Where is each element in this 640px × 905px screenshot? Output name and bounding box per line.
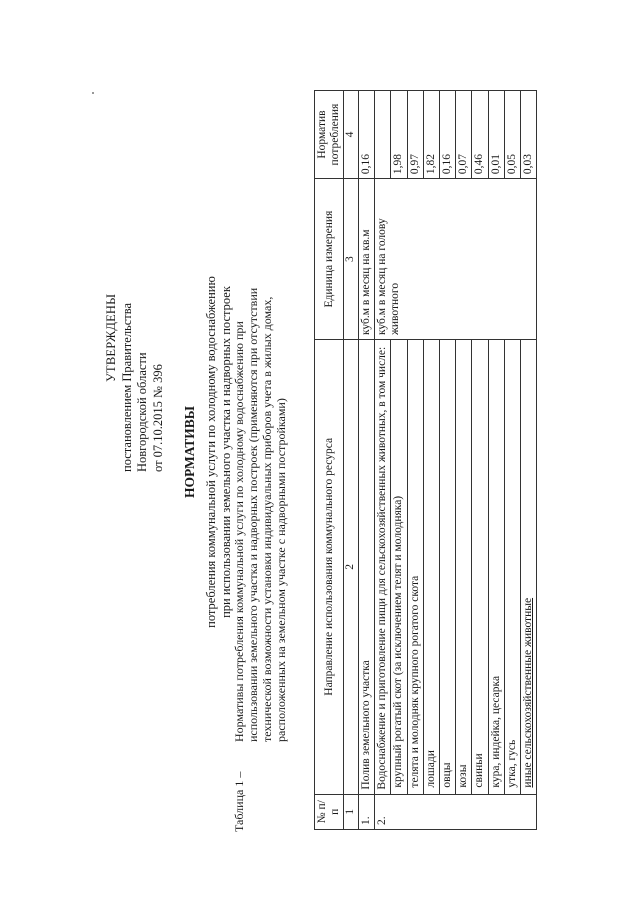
table-row [375, 91, 391, 830]
approval-line-1: постановлением Правительства [119, 302, 134, 472]
subrow-norm: 0,07 [456, 91, 472, 179]
document-title-block [182, 52, 234, 852]
row-num: 1. [358, 794, 374, 829]
row-unit: куб.м в месяц на кв.м [358, 179, 374, 340]
subrow-direction: козы [456, 340, 472, 795]
subrow-direction: телята и молодняк крупного рогатого скота [407, 340, 423, 795]
column-number: 4 [344, 91, 359, 179]
header-num: № п/п [315, 794, 344, 829]
document-subtitle-1: потребления коммунальной услуги по холодному водоснабжению [204, 276, 219, 628]
rotated-sheet [92, 52, 592, 852]
subrow-norm: 1,98 [391, 91, 407, 179]
table-caption [232, 272, 289, 832]
subrow-direction: крупный рогатый скот (за исключением телят и молодняка) [391, 340, 407, 795]
table-caption-label: Таблица 1 – [232, 771, 246, 832]
document-title: НОРМАТИВЫ [182, 405, 197, 499]
subrow-direction: кура, индейка, цесарка [488, 340, 504, 795]
row-norm [375, 91, 391, 179]
table-row [358, 91, 374, 830]
approval-line-3: от 07.10.2015 № 396 [150, 364, 165, 472]
subrow-direction: овцы [440, 340, 456, 795]
header-direction: Направление использования коммунального ресурса [315, 340, 344, 795]
row-norm: 0,16 [358, 91, 374, 179]
approval-line-2: Новгородской области [135, 352, 150, 472]
subrow-norm: 0,97 [407, 91, 423, 179]
column-number: 3 [344, 179, 359, 340]
subrow-direction: утка, гусь [504, 340, 520, 795]
row-direction: Водоснабжение и приготовление пищи для сельскохозяйственных животных, в том числе: [375, 340, 391, 795]
row-num: 2. [375, 794, 537, 829]
subrow-norm: 0,03 [521, 91, 537, 179]
subrow-norm: 0,05 [504, 91, 520, 179]
subrow-norm: 0,16 [440, 91, 456, 179]
column-number: 2 [344, 340, 359, 795]
column-number: 1 [344, 794, 359, 829]
approval-block [104, 142, 167, 472]
subrow-direction: свиньи [472, 340, 488, 795]
table-caption-text: Нормативы потребления коммунальной услуги по холодному водоснабжению при использовании земельного участка и надворных построек (применяются при отсутствии технической возможности установки индивидуальных приборов учета в жилых домах, расположенных на земельном участке с надворными постройками) [232, 287, 289, 742]
subrow-norm: 0,01 [488, 91, 504, 179]
subrow-direction: иные сельскохозяйственные животные [521, 340, 537, 795]
row-direction: Полив земельного участка [358, 340, 374, 795]
header-unit: Единица измерения [315, 179, 344, 340]
norms-table [314, 90, 537, 830]
header-norm: Норматив потребления [315, 91, 344, 179]
table-header-row [315, 91, 344, 830]
approval-title: УТВЕРЖДЕНЫ [104, 293, 118, 382]
document-subtitle-2: при использовании земельного участка и надворных построек [219, 286, 234, 618]
column-number-row [344, 91, 359, 830]
row-unit: куб.м в месяц на голову животного [375, 179, 537, 340]
subrow-norm: 1,82 [423, 91, 439, 179]
subrow-direction: лошади [423, 340, 439, 795]
subrow-norm: 0,46 [472, 91, 488, 179]
